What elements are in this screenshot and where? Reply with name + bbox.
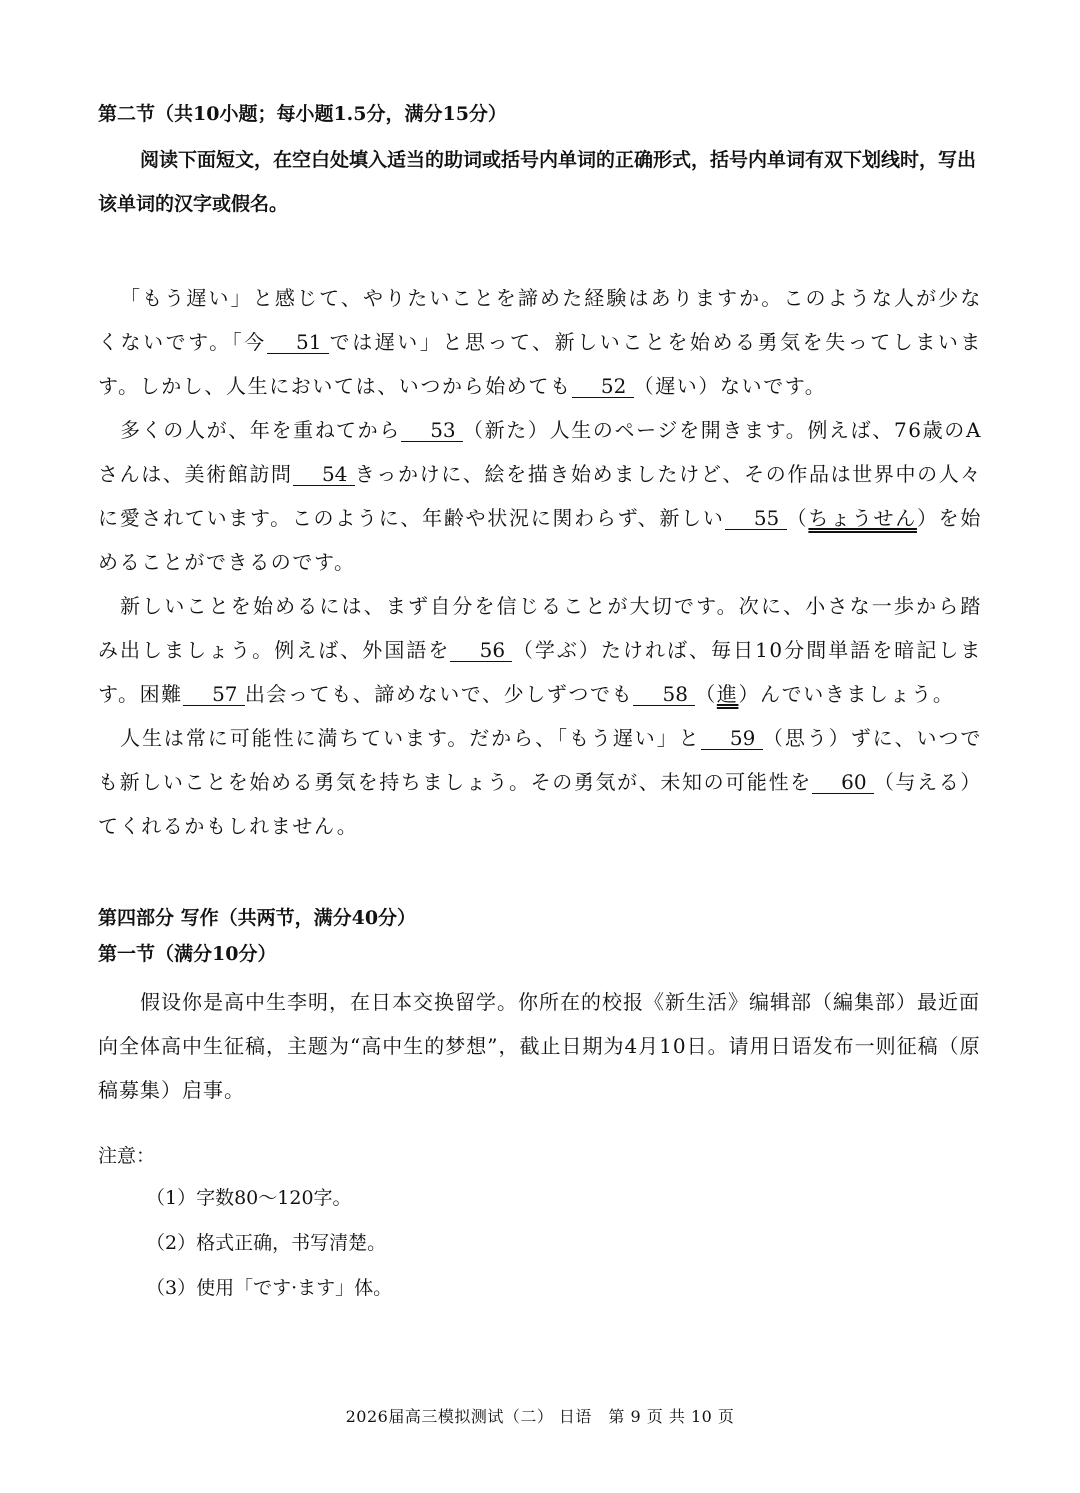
blank-57[interactable]: 57 — [183, 683, 245, 706]
section-title: 第二节（共10小题；每小题1.5分，满分15分） — [98, 103, 507, 125]
section-instruction: 阅读下面短文，在空白处填入适当的助词或括号内单词的正确形式，括号内单词有双下划线时，写出该单词的汉字或假名。 — [98, 149, 977, 215]
passage-paragraph-3: 新しいことを始めるには、まず自分を信じることが大切です。次に、小さな一歩から踏み出しましょう。例えば、外国語を 56 （学ぶ）たければ、毎日10分間単語を暗記します。困難 57 出会っても、諦めないで、少しずつでも 58 （進）んでいきましょう。 — [98, 594, 982, 706]
writing-task: 假设你是高中生李明，在日本交换留学。你所在的校报《新生活》编辑部（編集部）最近面向全体高中生征稿，主题为“高中生的梦想”，截止日期为4月10日。请用日语发布一则征稿（原稿募集）启事。 — [98, 990, 981, 1102]
part4-title: 第四部分 写作（共两节，满分40分） — [98, 907, 417, 929]
blank-52[interactable]: 52 — [572, 375, 634, 398]
requirement-item: （2）格式正确，书写清楚。 — [146, 1232, 387, 1254]
blank-58[interactable]: 58 — [633, 683, 695, 706]
requirement-item: （3）使用「です·ます」体。 — [146, 1277, 393, 1299]
passage-paragraph-1: 「もう遅い」と感じて、やりたいことを諦めた経験はありますか。このような人が少なくないです。「今 51 では遅い」と思って、新しいことを始める勇気を失ってしまいます。しかし、人生においては、いつから始めても 52 （遅い）ないです。 — [98, 286, 983, 398]
exam-page — [98, 98, 982, 1311]
blank-54[interactable]: 54 — [293, 463, 355, 486]
reading-passage — [98, 276, 982, 848]
blank-55[interactable]: 55 — [725, 507, 787, 530]
passage-paragraph-2: 多くの人が、年を重ねてから 53 （新た）人生のページを開きます。例えば、76歳のAさんは、美術館訪問 54 きっかけに、絵を描き始めましたけど、その作品は世界中の人々に愛されています。このように、年齢や状況に関わらず、新しい 55 （ちょうせん）を始めることができるのです。 — [98, 418, 982, 574]
writing-section-title: 第一节（满分10分） — [98, 943, 277, 965]
blank-56[interactable]: 56 — [450, 639, 512, 662]
blank-60[interactable]: 60 — [812, 771, 874, 794]
requirement-item: （1）字数80～120字。 — [146, 1187, 352, 1209]
blank-53[interactable]: 53 — [401, 419, 463, 442]
note-label: 注意： — [98, 1145, 156, 1167]
passage-paragraph-4: 人生は常に可能性に満ちています。だから、「もう遅い」と 59 （思う）ずに、いつでも新しいことを始める勇気を持ちましょう。その勇気が、未知の可能性を 60 （与える）てくれるかもしれません。 — [98, 726, 982, 838]
page-footer: 2026届高三模拟测试（二） 日语 第 9 页 共 10 页 — [345, 1407, 735, 1426]
double-underlined-word: ちょうせん — [808, 506, 917, 530]
double-underlined-word: 進 — [716, 682, 739, 706]
blank-59[interactable]: 59 — [701, 727, 763, 750]
blank-51[interactable]: 51 — [267, 331, 329, 354]
